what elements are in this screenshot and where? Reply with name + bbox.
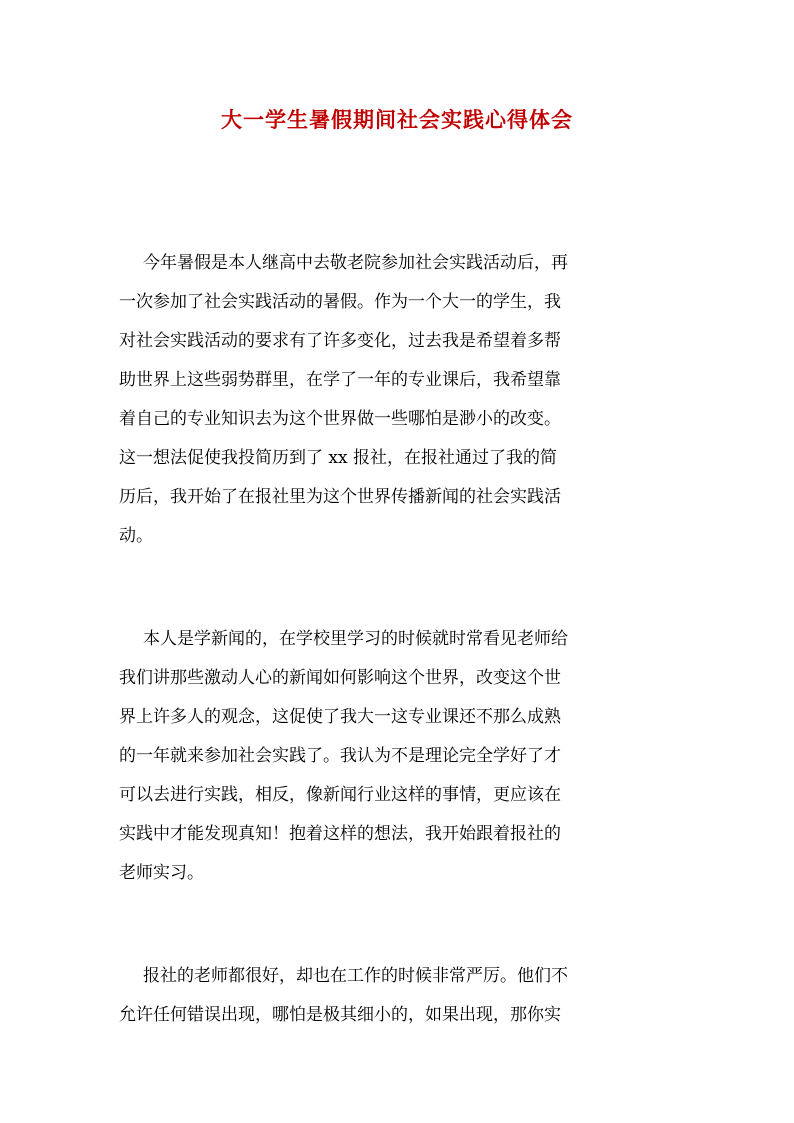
- paragraph-line: 着自己的专业知识去为这个世界做一些哪怕是渺小的改变。: [119, 409, 561, 429]
- paragraph-line: 报社的老师都很好，却也在工作的时候非常严厉。他们不: [143, 966, 568, 986]
- paragraph-line: 老师实习。: [119, 863, 204, 883]
- paragraph-line: 可以去进行实践，相反，像新闻行业这样的事情，更应该在: [119, 785, 561, 805]
- paragraph-line: 的一年就来参加社会实践了。我认为不是理论完全学好了才: [119, 746, 561, 766]
- paragraph-line: 这一想法促使我投简历到了 xx 报社，在报社通过了我的简: [119, 448, 557, 468]
- paragraph-line: 一次参加了社会实践活动的暑假。作为一个大一的学生，我: [119, 292, 561, 312]
- paragraph-line: 允许任何错误出现，哪怕是极其细小的，如果出现，那你实: [119, 1005, 561, 1025]
- paragraph-line: 今年暑假是本人继高中去敬老院参加社会实践活动后，再: [143, 253, 568, 273]
- paragraph-line: 助世界上这些弱势群里，在学了一年的专业课后，我希望靠: [119, 370, 561, 390]
- paragraph-line: 历后，我开始了在报社里为这个世界传播新闻的社会实践活: [119, 487, 561, 507]
- paragraph-line: 对社会实践活动的要求有了许多变化，过去我是希望着多帮: [119, 331, 561, 351]
- paragraph-line: 界上许多人的观念，这促使了我大一这专业课还不那么成熟: [119, 707, 561, 727]
- paragraph-line: 动。: [119, 526, 153, 546]
- paragraph-line: 我们讲那些激动人心的新闻如何影响这个世界，改变这个世: [119, 668, 561, 688]
- document-title: 大一学生暑假期间社会实践心得体会: [221, 107, 573, 132]
- paragraph-line: 实践中才能发现真知！抱着这样的想法，我开始跟着报社的: [119, 824, 561, 844]
- paragraph-line: 本人是学新闻的，在学校里学习的时候就时常看见老师给: [143, 629, 568, 649]
